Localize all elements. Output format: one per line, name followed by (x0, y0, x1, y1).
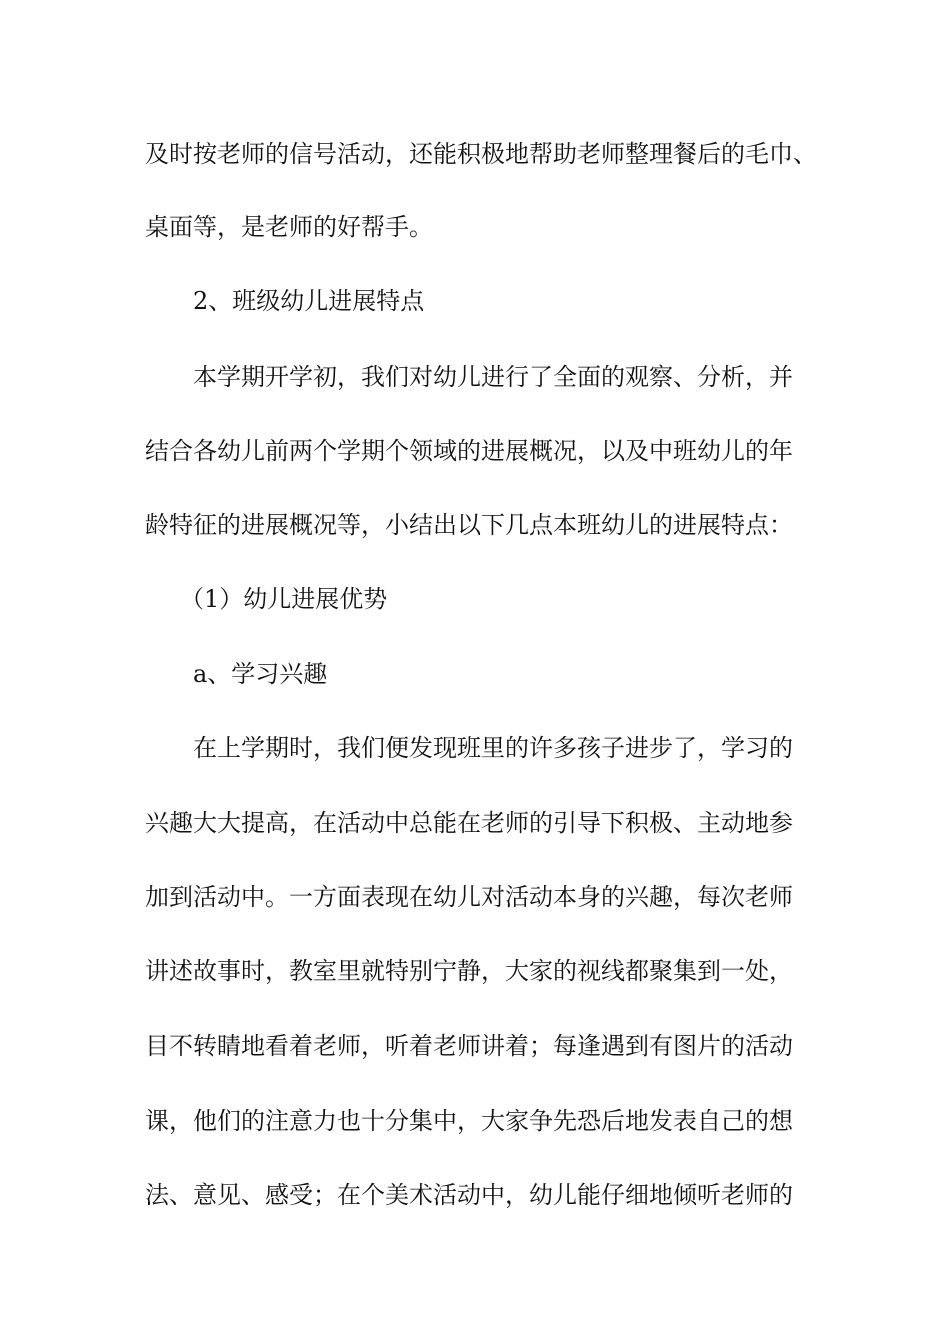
paragraph-line: 及时按老师的信号活动，还能积极地帮助老师整理餐后的毛巾、 (145, 140, 817, 168)
paragraph-line: 兴趣大大提高，在活动中总能在老师的引导下积极、主动地参 (145, 809, 793, 837)
paragraph-line: 本学期开学初，我们对幼儿进行了全面的观察、分析，并 (193, 363, 793, 391)
paragraph-line: 讲述故事时，教室里就特别宁静，大家的视线都聚集到一处， (145, 957, 793, 985)
paragraph-line: 法、意见、感受；在个美术活动中，幼儿能仔细地倾听老师的 (145, 1181, 793, 1209)
paragraph-line: 桌面等，是老师的好帮手。 (145, 213, 433, 241)
paragraph-line: 目不转睛地看着老师，听着老师讲着；每逢遇到有图片的活动 (145, 1032, 793, 1060)
sub-item-heading: a、学习兴趣 (193, 660, 328, 688)
section-heading: 2、班级幼儿进展特点 (193, 287, 425, 315)
subsection-heading: （1）幼儿进展优势 (180, 585, 388, 613)
paragraph-line: 龄特征的进展概况等，小结出以下几点本班幼儿的进展特点： (145, 511, 793, 539)
paragraph-line: 在上学期时，我们便发现班里的许多孩子进步了，学习的 (193, 734, 793, 762)
paragraph-line: 加到活动中。一方面表现在幼儿对活动本身的兴趣，每次老师 (145, 883, 793, 911)
paragraph-line: 结合各幼儿前两个学期个领域的进展概况，以及中班幼儿的年 (145, 437, 793, 465)
paragraph-line: 课，他们的注意力也十分集中，大家争先恐后地发表自己的想 (145, 1107, 793, 1135)
